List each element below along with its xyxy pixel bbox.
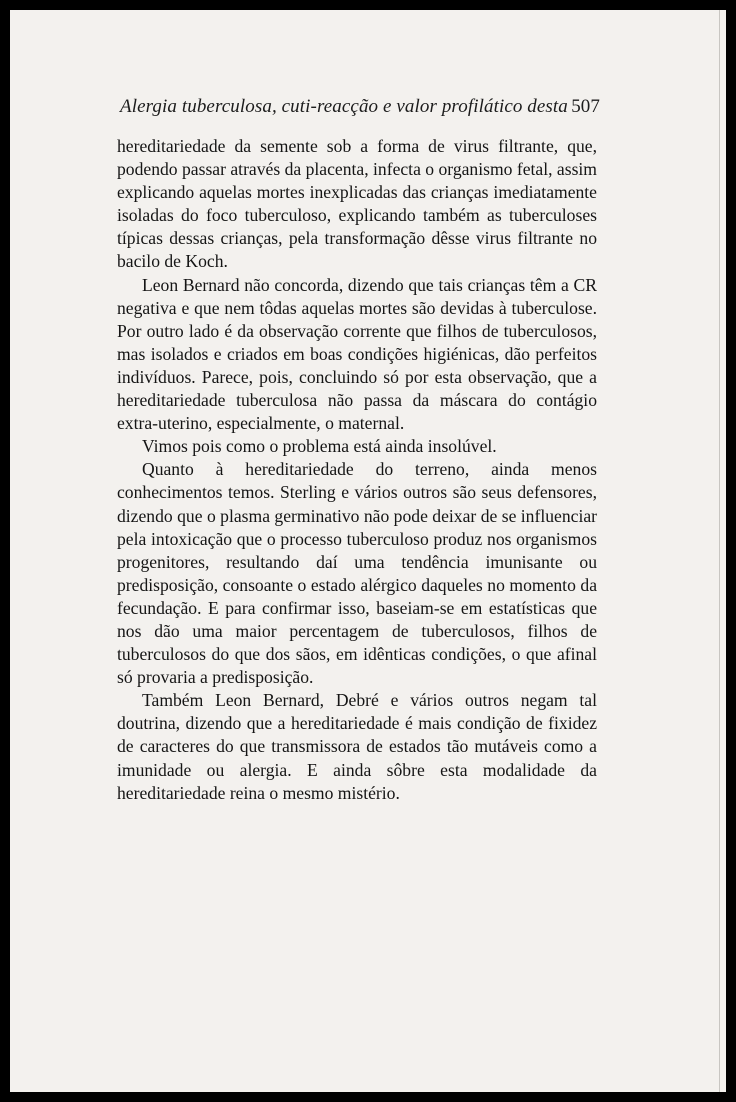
paragraph: hereditariedade da semente sob a forma de virus filtrante, que, podendo passar através da placenta, infecta o organismo fetal, assim explicando aquelas mortes inexplicadas das crianças imediatamente isoladas do foco tuberculoso, explicando também as tuberculoses típicas dessas crianças, pela transformação dêsse virus filtrante no bacilo de Koch.	[117, 136, 597, 272]
paragraph: Também Leon Bernard, Debré e vários outros negam tal doutrina, dizendo que a hereditariedade é mais condição de fixidez de caracteres do que transmissora de estados tão mutáveis como a imunidade ou alergia. E ainda sôbre esta modalidade da hereditariedade reina o mesmo mistério.	[117, 690, 597, 803]
page-edge-line	[719, 10, 720, 1092]
body-text	[117, 135, 597, 805]
paragraph: Quanto à hereditariedade do terreno, ainda menos conhecimentos temos. Sterling e vários outros são seus defensores, dizendo que o plasma germinativo não pode deixar de se influenciar pela intoxicação que o processo tuberculoso produz nos organismos progenitores, resultando daí uma tendência imunisante ou predisposição, consoante o estado alérgico daqueles no momento da fecundação. E para confirmar isso, baseiam-se em estatísticas que nos dão uma maior percentagem de tuberculosos, filhos de tuberculosos do que dos sãos, em idênticas condições, o que afinal só provaria a predisposição.	[117, 459, 597, 688]
paragraph: Leon Bernard não concorda, dizendo que tais crianças têm a CR negativa e que nem tôdas aquelas mortes são devidas à tuberculose. Por outro lado é da observação corrente que filhos de tuberculosos, mas isolados e criados em boas condições higiénicas, dão perfeitos indivíduos. Parece, pois, concluindo só por esta observação, que a hereditariedade tuberculosa não passa da máscara do contágio extra-uterino, especialmente, o maternal.	[117, 274, 597, 434]
running-header	[120, 96, 600, 118]
page-number: 507	[571, 96, 600, 117]
header-title: Alergia tuberculosa, cuti-reacção e valor profilático desta	[120, 96, 568, 117]
paragraph: Vimos pois como o problema está ainda insolúvel.	[142, 436, 497, 457]
page	[10, 10, 726, 1092]
